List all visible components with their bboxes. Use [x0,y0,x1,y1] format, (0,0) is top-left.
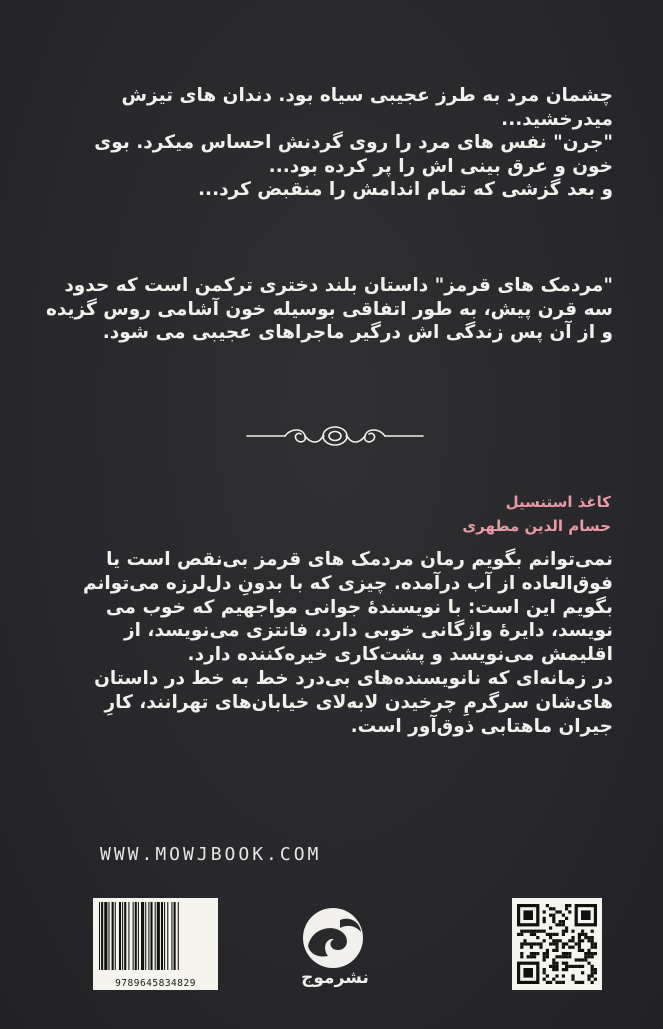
teaser-paragraph [43,84,613,202]
reviewer-name: حسام الدین مطهری [462,517,611,535]
synopsis-line: "مردمک های قرمز" داستان بلند دختری ترکمن است که حدود [64,275,613,296]
review-line: های‌شان سرگرمِ چرخیدن لابه‌لای خیابان‌های تهرانند، کارِ [104,691,613,713]
qr-code-icon [512,898,602,990]
publisher-website: WWW.MOWJBOOK.COM [100,844,322,865]
review-line: جیران ماهتابی ذوق‌آور است. [350,715,613,737]
review-line: اقلیمش می‌نویسد و پشت‌کاری خیره‌کننده دارد. [187,644,613,666]
qr-code [512,898,602,990]
publisher-name: نشرموج [301,968,369,988]
review-line: نمی‌توانم بگویم رمان مردمک های قرمز بی‌نقص است یا [106,549,613,570]
synopsis-line: و از آن پس زندگی اش درگیر ماجراهای عجیبی می شود. [102,322,613,344]
isbn-digits: 9789645834829 [115,978,196,989]
review-line: فوق‌العاده از آب درآمده. چیزی که با بدونِ دل‌لرزه می‌توانم [82,572,613,594]
teaser-line: میدرخشید... [501,108,613,130]
review-line: در زمانه‌ای که نانویسنده‌های بی‌درد خط به خط در داستان [94,667,613,689]
teaser-line: چشمان مرد به طرز عجیبی سیاه بود. دندان های تیزش [121,85,613,106]
synopsis-paragraph [43,274,613,345]
review-line: نویسد، دایرهٔ واژگانی خوبی دارد، فانتزی می‌نویسد، از [123,620,613,642]
review-credits [311,490,611,538]
teaser-line: و بعد گزشی که تمام اندامش را منقبض کرد... [198,179,613,201]
teaser-line: خون و عرق بینی اش را پر کرده بود... [268,155,613,177]
teaser-line: "جرن" نفس های مرد را روی گردنش احساس میکرد. بوی [94,132,613,154]
publisher-logo-icon [298,906,368,970]
publication-name: کاغذ استنسیل [505,493,611,511]
review-line: بگویم این است: با نویسندهٔ جوانی مواجهیم که خوب می [105,596,613,618]
synopsis-line: سه قرن پیش، به طور اتفاقی بوسیله خون آشامی روس گزیده [45,298,613,320]
isbn-barcode [93,898,218,990]
barcode-bars-icon [95,900,216,972]
review-paragraph [43,548,613,738]
ornament-divider-icon [245,420,425,452]
